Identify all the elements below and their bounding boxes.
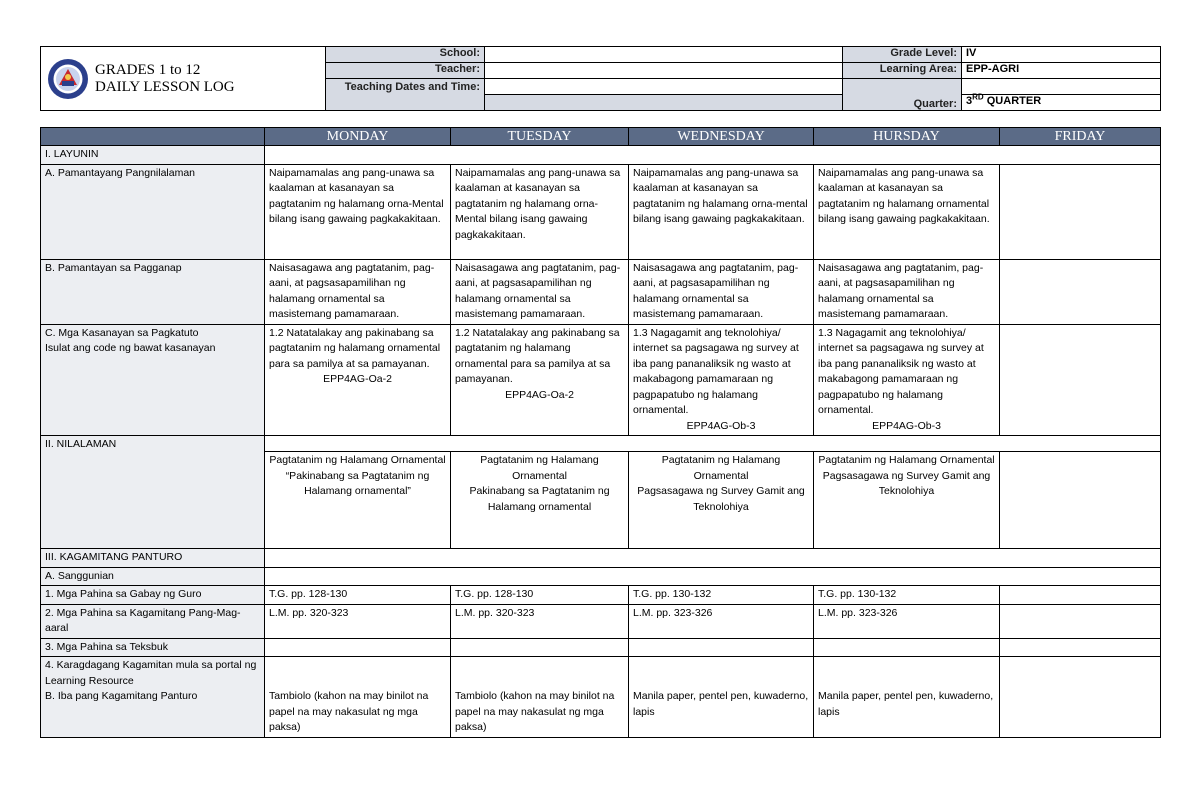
kasanayan-friday[interactable] — [1000, 324, 1161, 436]
gabay-row — [41, 586, 1161, 605]
teksbuk-label: 3. Mga Pahina sa Teksbuk — [41, 638, 265, 657]
grade-level-field[interactable]: IV — [962, 47, 1161, 63]
logo-cell — [41, 47, 326, 111]
kagamitang-pang-thursday[interactable]: L.M. pp. 323-326 — [814, 604, 1000, 638]
kasanayan-label — [41, 324, 265, 436]
iba-tuesday[interactable] — [451, 657, 629, 738]
layunin-row — [41, 146, 1161, 165]
kasanayan-tuesday[interactable] — [451, 324, 629, 436]
quarter-label: Quarter: — [843, 79, 962, 111]
gabay-tuesday[interactable]: T.G. pp. 128-130 — [451, 586, 629, 605]
quarter-word: QUARTER — [986, 95, 1042, 107]
iba-wednesday[interactable] — [629, 657, 814, 738]
nilalaman-thursday[interactable] — [814, 452, 1000, 549]
teksbuk-monday[interactable] — [265, 638, 451, 657]
kagamitang-pang-wednesday[interactable]: L.M. pp. 323-326 — [629, 604, 814, 638]
kagamitang-pang-row — [41, 604, 1161, 638]
day-friday: FRIDAY — [1000, 128, 1161, 146]
nilalaman-span — [265, 436, 1161, 452]
pagganap-tuesday[interactable]: Naisasagawa ang pagtatanim, pag-aani, at pagsasapamilihan ng halamang ornamental sa masistemang pamamaraan. — [451, 259, 629, 324]
nilalaman-wednesday[interactable] — [629, 452, 814, 549]
deped-seal-icon — [47, 58, 89, 100]
iba-friday[interactable] — [1000, 657, 1161, 738]
kasanayan-wednesday[interactable] — [629, 324, 814, 436]
learning-area-label: Learning Area: — [843, 63, 962, 79]
pamantayang-label: A. Pamantayang Pangnilalaman — [41, 164, 265, 259]
learning-area-field[interactable]: EPP-AGRI — [962, 63, 1161, 79]
nilalaman-title: Pagtatanim ng Halamang Ornamental — [480, 454, 599, 482]
layunin-span — [265, 146, 1161, 165]
kagamitang-pang-tuesday[interactable]: L.M. pp. 320-323 — [451, 604, 629, 638]
teksbuk-wednesday[interactable] — [629, 638, 814, 657]
gabay-thursday[interactable]: T.G. pp. 130-132 — [814, 586, 1000, 605]
kasanayan-thursday[interactable] — [814, 324, 1000, 436]
karagdagang-tuesday — [455, 658, 624, 689]
pamantayang-tuesday[interactable]: Naipamamalas ang pang-unawa sa kaalaman at kasanayan sa pagtatanim ng halamang orna-Mental bilang isang gawaing pagkakakitaan. — [451, 164, 629, 259]
day-monday: MONDAY — [265, 128, 451, 146]
day-header-blank — [41, 128, 265, 146]
teacher-field[interactable] — [485, 63, 843, 79]
pagganap-monday[interactable]: Naisasagawa ang pagtatanim, pag-aani, at pagsasapamilihan ng halamang ornamental sa masistemang pamamaraan. — [265, 259, 451, 324]
nilalaman-header-row — [41, 436, 1161, 452]
kasanayan-text: 1.3 Nagagamit ang teknolohiya/ internet sa pagsagawa ng survey at iba pang pananaliksik ng wasto at makabagong pamamaraan ng pagpapatubo ng halamang ornamental. — [818, 326, 984, 416]
kasanayan-code: EPP4AG-Ob-3 — [872, 419, 941, 432]
gabay-wednesday[interactable]: T.G. pp. 130-132 — [629, 586, 814, 605]
iba-tuesday-text: Tambiolo (kahon na may binilot na papel na may nakasulat ng mga paksa) — [455, 690, 615, 733]
quarter-top — [962, 79, 1161, 95]
nilalaman-monday[interactable] — [265, 452, 451, 549]
gabay-label: 1. Mga Pahina sa Gabay ng Guro — [41, 586, 265, 605]
nilalaman-title: Pagtatanim ng Halamang Ornamental — [818, 454, 995, 466]
karagdagang-monday — [269, 658, 446, 689]
pamantayang-wednesday[interactable]: Naipamamalas ang pang-unawa sa kaalaman at kasanayan sa pagtatanim ng halamang orna-mental bilang isang gawaing pagkakakitaan. — [629, 164, 814, 259]
lesson-log-table — [40, 127, 1161, 738]
iba-label-text: B. Iba pang Kagamitang Panturo — [45, 690, 198, 702]
nilalaman-title: Pagtatanim ng Halamang Ornamental — [661, 454, 781, 482]
header-table — [40, 46, 1161, 111]
iba-thursday-text: Manila paper, pentel pen, kuwaderno, lapis — [818, 690, 994, 718]
pagganap-row — [41, 259, 1161, 324]
teksbuk-thursday[interactable] — [814, 638, 1000, 657]
school-field[interactable] — [485, 47, 843, 63]
karagdagang-label — [41, 657, 265, 738]
pagganap-friday[interactable] — [1000, 259, 1161, 324]
kasanayan-label-1: C. Mga Kasanayan sa Pagkatuto — [45, 326, 199, 339]
pamantayang-monday[interactable]: Naipamamalas ang pang-unawa sa kaalaman at kasanayan sa pagtatanim ng halamang orna-Mental bilang isang gawaing pagkakakitaan. — [265, 164, 451, 259]
karagdagang-label-text: 4. Karagdagang Kagamitan mula sa portal ng Learning Resource — [45, 659, 257, 687]
iba-monday[interactable] — [265, 657, 451, 738]
kagamitang-pang-monday[interactable]: L.M. pp. 320-323 — [265, 604, 451, 638]
kasanayan-row — [41, 324, 1161, 436]
pamantayang-friday[interactable] — [1000, 164, 1161, 259]
day-tuesday: TUESDAY — [451, 128, 629, 146]
pamantayang-thursday[interactable]: Naipamamalas ang pang-unawa sa kaalaman at kasanayan sa pagtatanim ng halamang ornamental bilang isang gawaing pagkakakitaan. — [814, 164, 1000, 259]
karagdagang-row — [41, 657, 1161, 738]
title-daily-lesson-log: DAILY LESSON LOG — [95, 78, 235, 95]
nilalaman-sub: “Pakinabang sa Pagtatanim ng Halamang ornamental” — [285, 469, 430, 497]
sanggunian-label: A. Sanggunian — [41, 567, 265, 586]
karagdagang-friday — [1004, 658, 1156, 689]
karagdagang-thursday — [818, 658, 995, 689]
kasanayan-text: 1.2 Natatalakay ang pakinabang sa pagtatanim ng halamang ornamental para sa pamilya at sa pamayanan. — [269, 326, 441, 370]
grade-level-label: Grade Level: — [843, 47, 962, 63]
iba-wednesday-text: Manila paper, pentel pen, kuwaderno, lapis — [633, 690, 809, 718]
quarter-field[interactable] — [962, 92, 1161, 111]
nilalaman-tuesday[interactable] — [451, 452, 629, 549]
gabay-monday[interactable]: T.G. pp. 128-130 — [265, 586, 451, 605]
pagganap-label: B. Pamantayan sa Pagganap — [41, 259, 265, 324]
nilalaman-sub: Pakinabang sa Pagtatanim ng Halamang ornamental — [469, 485, 610, 513]
layunin-label: I. LAYUNIN — [41, 146, 265, 165]
sanggunian-span — [265, 567, 1161, 586]
kasanayan-text: 1.2 Natatalakay ang pakinabang sa pagtatanim ng halamang ornamental para sa pamilya at sa pamayanan. — [455, 326, 620, 385]
kagamitang-pang-label: 2. Mga Pahina sa Kagamitang Pang-Mag-aaral — [41, 604, 265, 638]
gabay-friday[interactable] — [1000, 586, 1161, 605]
quarter-num: 3 — [966, 95, 973, 107]
kagamitan-span — [265, 549, 1161, 568]
nilalaman-sub: Pagsasagawa ng Survey Gamit ang Teknolohiya — [822, 469, 991, 497]
karagdagang-wednesday — [633, 658, 809, 689]
iba-thursday[interactable] — [814, 657, 1000, 738]
teksbuk-tuesday[interactable] — [451, 638, 629, 657]
kagamitan-label: III. KAGAMITANG PANTURO — [41, 549, 265, 568]
kasanayan-code: EPP4AG-Oa-2 — [323, 373, 392, 385]
pagganap-thursday[interactable]: Naisasagawa ang pagtatanim, pag-aani, at pagsasapamilihan ng halamang ornamental sa masistemang pamamaraan. — [814, 259, 1000, 324]
kagamitan-row — [41, 549, 1161, 568]
teksbuk-row — [41, 638, 1161, 657]
pamantayang-row — [41, 164, 1161, 259]
day-header-row — [41, 128, 1161, 146]
teksbuk-friday[interactable] — [1000, 638, 1161, 657]
quarter-sup: RD — [972, 92, 984, 102]
kasanayan-code: EPP4AG-Ob-3 — [686, 419, 756, 432]
dates-spacer — [485, 95, 843, 111]
nilalaman-title: Pagtatanim ng Halamang Ornamental — [269, 454, 446, 466]
nilalaman-friday[interactable] — [1000, 452, 1161, 549]
kasanayan-text: 1.3 Nagagamit ang teknolohiya/ internet sa pagsagawa ng survey at iba pang pananaliksik ng wasto at makabagong pamamaraan ng pagpapatubo ng halamang ornamental. — [633, 326, 799, 416]
day-thursday: HURSDAY — [814, 128, 1000, 146]
title-grades: GRADES 1 to 12 — [95, 61, 201, 78]
kasanayan-label-2: Isulat ang code ng bawat kasanayan — [45, 342, 216, 354]
nilalaman-sub: Pagsasagawa ng Survey Gamit ang Teknolohiya — [637, 485, 805, 513]
day-wednesday: WEDNESDAY — [629, 128, 814, 146]
iba-monday-text: Tambiolo (kahon na may binilot na papel na may nakasulat ng mga paksa) — [269, 690, 429, 733]
kasanayan-monday[interactable] — [265, 324, 451, 436]
kasanayan-code: EPP4AG-Oa-2 — [505, 388, 574, 401]
dates-label: Teaching Dates and Time: — [326, 79, 485, 111]
kagamitang-pang-friday[interactable] — [1000, 604, 1161, 638]
teacher-label: Teacher: — [326, 63, 485, 79]
dates-field[interactable] — [485, 79, 843, 95]
school-label: School: — [326, 47, 485, 63]
nilalaman-label: II. NILALAMAN — [41, 436, 265, 549]
pagganap-wednesday[interactable]: Naisasagawa ang pagtatanim, pag-aani, at pagsasapamilihan ng halamang ornamental sa masistemang pamamaraan. — [629, 259, 814, 324]
sanggunian-row — [41, 567, 1161, 586]
